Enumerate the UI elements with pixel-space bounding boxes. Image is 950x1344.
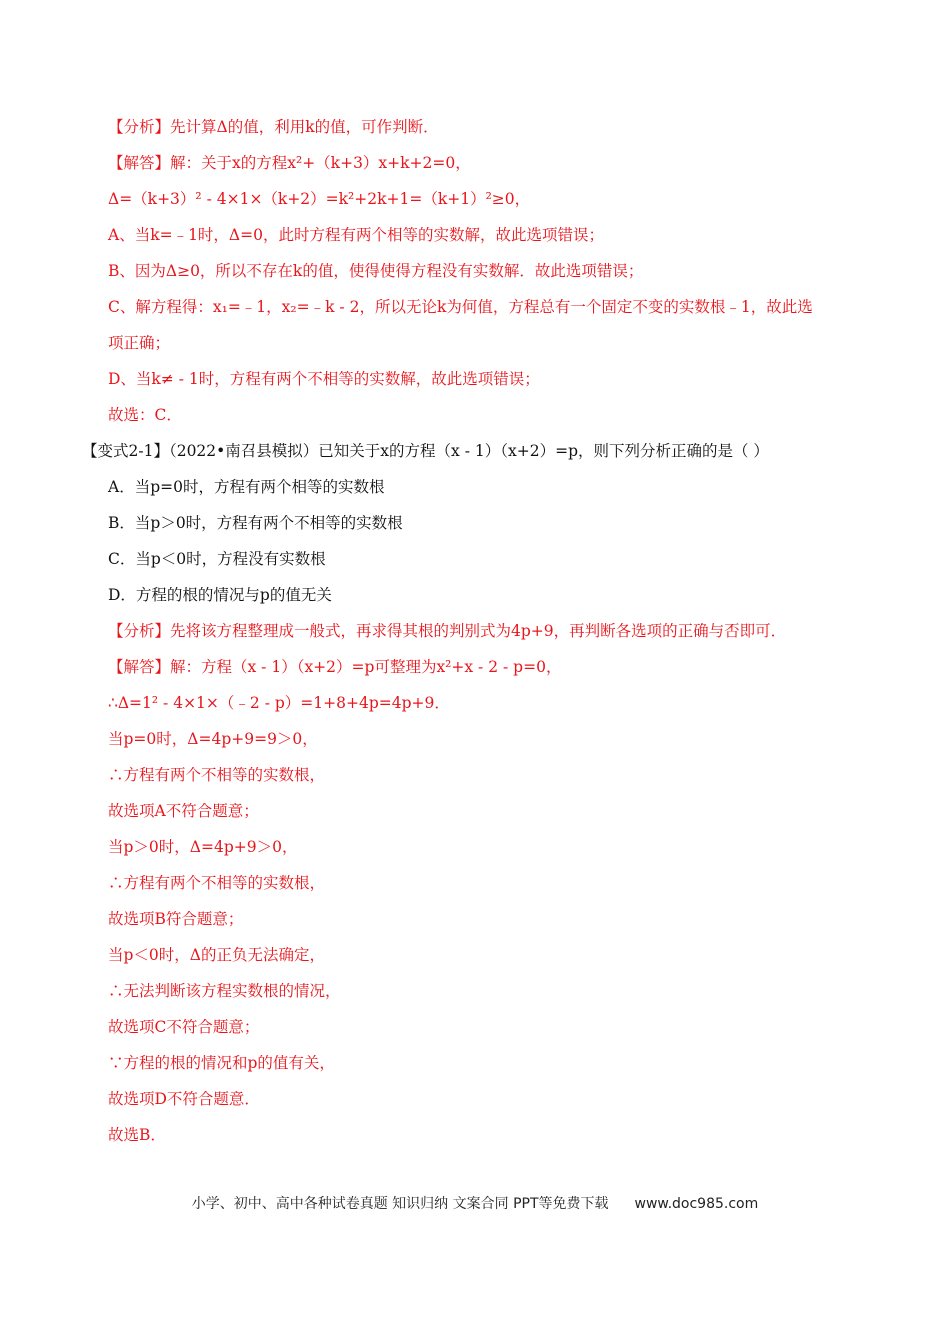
solution-line: 故选项B符合题意； (108, 910, 244, 928)
option-c: C．当p＜0时，方程没有实数根 (108, 550, 326, 568)
solution-line: Δ=（k+3）² - 4×1×（k+2）=k²+2k+1=（k+1）²≥0， (108, 190, 531, 208)
solution-line: ∴方程有两个不相等的实数根， (108, 766, 326, 784)
solution-line: B、因为Δ≥0，所以不存在k的值，使得使得方程没有实数解．故此选项错误； (108, 262, 644, 280)
analysis-line: 【分析】先计算Δ的值，利用k的值，可作判断． (108, 118, 439, 136)
solution-line: 故选项A不符合题意； (108, 802, 259, 820)
question-title: 【变式2-1】（2022•南召县模拟）已知关于x的方程（x - 1）（x+2）=p，则下列分析正确的是（ ） (82, 442, 769, 460)
answer-line: 故选B． (108, 1126, 166, 1144)
footer-text: 小学、初中、高中各种试卷真题 知识归纳 文案合同 PPT等免费下载 (191, 1196, 609, 1212)
analysis-line: 【分析】先将该方程整理成一般式，再求得其根的判别式为4p+9，再判断各选项的正确与否即可． (108, 622, 787, 640)
solution-line: C、解方程得：x₁=﹣1，x₂=﹣k - 2，所以无论k为何值，方程总有一个固定不变的实数根﹣1，故此选 (108, 298, 813, 316)
answer-line: 故选：C． (108, 406, 182, 424)
solution-line: D、当k≠ - 1时，方程有两个不相等的实数解，故此选项错误； (108, 370, 540, 388)
solution-line: A、当k=﹣1时，Δ=0，此时方程有两个相等的实数解，故此选项错误； (108, 226, 604, 244)
solution-line: 【解答】解：方程（x - 1）（x+2）=p可整理为x²+x - 2 - p=0， (108, 658, 562, 676)
solution-line: ∴无法判断该方程实数根的情况， (108, 982, 341, 1000)
solution-line: 故选项C不符合题意； (108, 1018, 260, 1036)
solution-line: ∵方程的根的情况和p的值有关， (108, 1054, 335, 1072)
solution-line: ∴方程有两个不相等的实数根， (108, 874, 326, 892)
solution-line: ∴Δ=1² - 4×1×（﹣2 - p）=1+8+4p=4p+9． (108, 694, 450, 712)
solution-line: 故选项D不符合题意． (108, 1090, 260, 1108)
page-footer (0, 1193, 950, 1213)
solution-line: 当p＞0时，Δ=4p+9＞0， (108, 838, 298, 856)
option-a: A．当p=0时，方程有两个相等的实数根 (108, 478, 385, 496)
footer-site-link[interactable]: www.doc985.com (634, 1196, 759, 1212)
option-b: B．当p＞0时，方程有两个不相等的实数根 (108, 514, 403, 532)
solution-line: 当p=0时，Δ=4p+9=9＞0， (108, 730, 318, 748)
solution-line: 项正确； (108, 334, 171, 352)
solution-line: 【解答】解：关于x的方程x²+（k+3）x+k+2=0， (108, 154, 471, 172)
solution-line: 当p＜0时，Δ的正负无法确定， (108, 946, 325, 964)
option-d: D．方程的根的情况与p的值无关 (108, 586, 332, 604)
